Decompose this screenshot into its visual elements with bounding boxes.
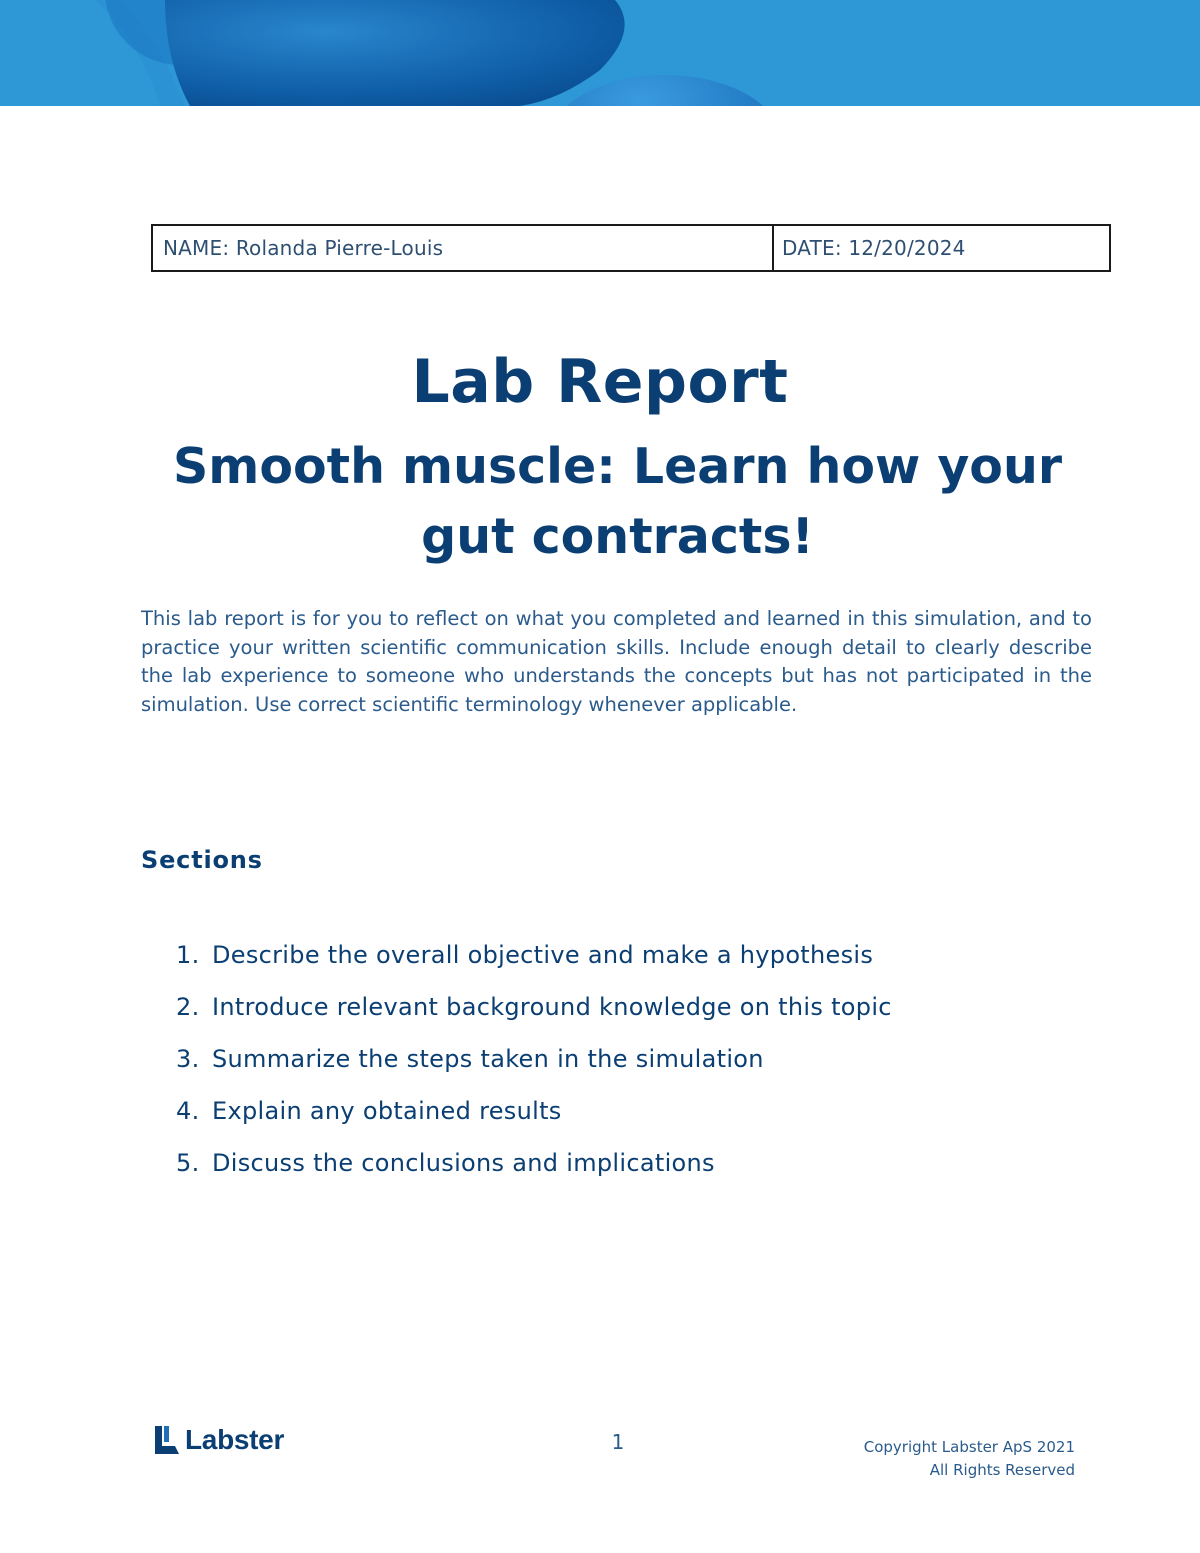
copyright-line: Copyright Labster ApS 2021 [863,1438,1075,1456]
rights-line: All Rights Reserved [929,1461,1075,1479]
list-item-text: Summarize the steps taken in the simulation [212,1045,764,1073]
list-item-text: Describe the overall objective and make a hypothesis [212,941,874,969]
list-item-number: 4. [176,1097,200,1125]
header-banner [0,0,1200,106]
copyright-notice [864,1436,1075,1482]
sections-heading: Sections [141,846,263,874]
list-item-number: 2. [176,993,200,1021]
list-item [176,929,1076,981]
student-info-table [151,224,1111,272]
labster-logo [153,1424,284,1456]
page-subtitle: Smooth muscle: Learn how your gut contracts! [172,438,1063,565]
list-item-text: Explain any obtained results [212,1097,562,1125]
list-item [176,1137,1076,1189]
intro-paragraph: This lab report is for you to reflect on what you completed and learned in this simulation, and to practice your written scientific communication skills. Include enough detail to clearly describe the lab experience to someone who understands the concepts but has not participated in the simulation. Use correct scientific terminology whenever applicable. [141,607,1092,716]
student-name: NAME: Rolanda Pierre-Louis [153,226,774,270]
list-item [176,981,1076,1033]
banner-decorative-shapes [0,0,1200,106]
labster-logo-icon [153,1424,181,1456]
list-item-number: 3. [176,1045,200,1073]
list-item [176,1033,1076,1085]
sections-list [176,929,1076,1189]
list-item [176,1085,1076,1137]
page-title: Lab Report [411,347,789,417]
list-item-number: 5. [176,1149,200,1177]
page-number: 1 [611,1430,625,1454]
list-item-text: Discuss the conclusions and implications [212,1149,715,1177]
list-item-number: 1. [176,941,200,969]
list-item-text: Introduce relevant background knowledge on this topic [212,993,892,1021]
report-date: DATE: 12/20/2024 [782,236,966,260]
logo-text: Labster [185,1424,285,1455]
